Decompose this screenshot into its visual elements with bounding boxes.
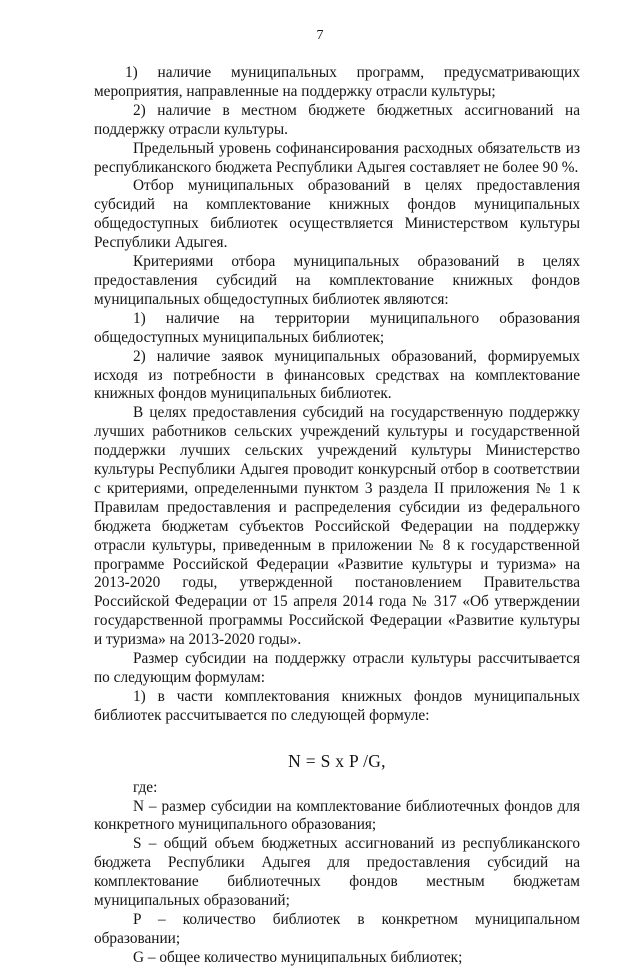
paragraph: 2) наличие в местном бюджете бюджетных ассигнований на поддержку отрасли культуры. bbox=[94, 101, 580, 138]
definition-n: N – размер субсидии на комплектование библиотечных фондов для конкретного муниципального образования; bbox=[94, 797, 580, 834]
paragraph: 1) наличие муниципальных программ, предусматривающих мероприятия, направленные на поддержку отрасли культуры; bbox=[94, 64, 580, 100]
definition-p: P – количество библиотек в конкретном муниципальном образовании; bbox=[94, 910, 580, 947]
paragraph: 1) наличие на территории муниципального образования общедоступных муниципальных библиотек; bbox=[94, 309, 580, 346]
definition-g: G – общее количество муниципальных библиотек; bbox=[133, 948, 463, 966]
paragraph: Размер субсидии на поддержку отрасли культуры рассчитывается по следующим формулам: bbox=[94, 650, 580, 686]
formula: N = S x P /G, bbox=[288, 750, 386, 771]
paragraph: Критериями отбора муниципальных образований в целях предоставления субсидий на комплектование книжных фондов муниципальных общедоступных библиотек являются: bbox=[94, 253, 580, 308]
document-body bbox=[94, 64, 580, 968]
where-label: где: bbox=[133, 778, 158, 796]
page-number: 7 bbox=[316, 28, 324, 43]
paragraph: 1) в части комплектования книжных фондов муниципальных библиотек рассчитывается по следующей формуле: bbox=[94, 687, 580, 724]
definition-s: S – общий объем бюджетных ассигнований из республиканского бюджета Республики Адыгея для предоставления субсидий на комплектование библиотечных фондов местным бюджетам муниципальных образований; bbox=[94, 835, 580, 910]
paragraph: Отбор муниципальных образований в целях предоставления субсидий на комплектование книжных фондов муниципальных общедоступных библиотек осуществляется Министерством культуры Республики Адыгея. bbox=[94, 177, 580, 252]
paragraph: В целях предоставления субсидий на государственную поддержку лучших работников сельских учреждений культуры и государственной поддержки лучших сельских учреждений культуры Министерство культуры Республики Адыгея проводит конкурсный отбор в соответствии с критериями, определенными пунктом 3 раздела II приложения № 1 к Правилам предоставления и распределения субсидии из федерального бюджета бюджетам субъектов Российской Федерации на поддержку отрасли культуры, приведенным в приложении № 8 к государственной программе Российской Федерации «Развитие культуры и туризма» на 2013-2020 годы, утвержденной постановлением Правительства Российской Федерации от 15 апреля 2014 года № 317 «Об утверждении государственной программы Российской Федерации «Развитие культуры и туризма» на 2013-2020 годы». bbox=[94, 404, 580, 649]
paragraph: 2) наличие заявок муниципальных образований, формируемых исходя из потребности в финансовых средствах на комплектование книжных фондов муниципальных библиотек. bbox=[94, 347, 580, 403]
paragraph: Предельный уровень софинансирования расходных обязательств из республиканского бюджета Республики Адыгея составляет не более 90 %. bbox=[94, 139, 580, 176]
